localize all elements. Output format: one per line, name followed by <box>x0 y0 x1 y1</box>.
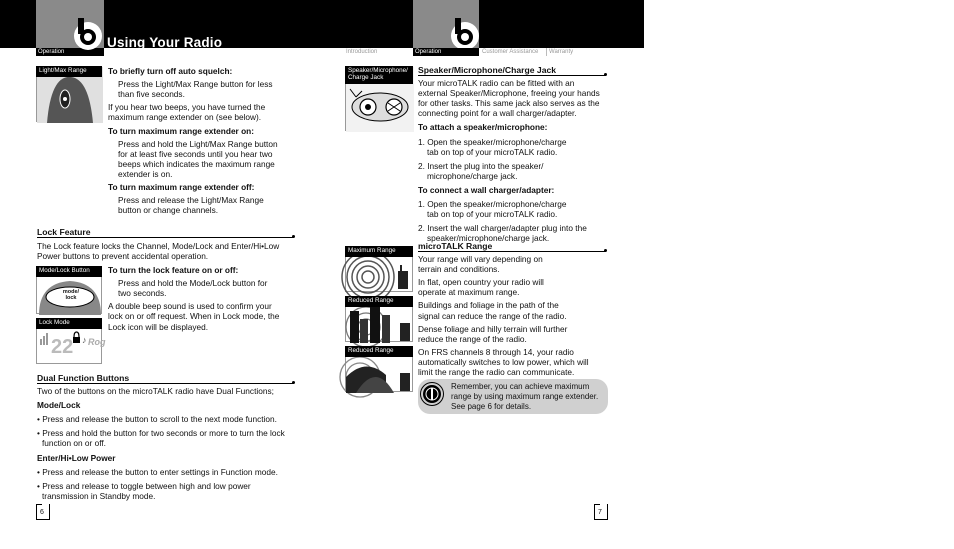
max-range-label: Maximum Range <box>345 246 413 257</box>
antenna-icon <box>423 385 441 403</box>
range-heading: microTALK Range <box>418 241 493 251</box>
light-max-p4: Press and release the Light/Max Range button or change channels. <box>118 195 264 216</box>
svg-text:22: 22 <box>51 336 74 358</box>
range-rule <box>418 251 606 252</box>
lock-text <box>108 265 288 332</box>
light-max-p1: Press the Light/Max Range button for less than five seconds. <box>118 79 273 100</box>
speaker-s4: 2. Insert the wall charger/adapter plug into the speaker/microphone/charge jack. <box>418 223 587 244</box>
lock-p1: Press and hold the Mode/Lock button for two seconds. <box>118 278 268 299</box>
light-max-h2: To turn maximum range extender on: <box>108 125 254 136</box>
speaker-heading: Speaker/Microphone/Charge Jack <box>418 65 557 75</box>
mode-lock-label: Mode/Lock Button <box>36 266 102 277</box>
nav-introduction[interactable]: Introduction <box>346 49 378 55</box>
tip-text: Remember, you can achieve maximum range by using maximum range extender. See page 6 for details. <box>451 382 599 411</box>
speaker-h2: To connect a wall charger/adapter: <box>418 184 555 195</box>
light-max-text <box>108 66 288 215</box>
dual-sub1: Mode/Lock <box>37 400 81 411</box>
lock-heading: Lock Feature <box>37 227 91 237</box>
dual-b3: • Press and release the button to enter settings in Function mode. <box>37 466 278 477</box>
nav-operation: Operation <box>415 49 442 55</box>
nav-customer-assistance[interactable]: Customer Assistance <box>482 49 539 55</box>
charge-jack-label: Speaker/Microphone/ Charge Jack <box>345 66 413 84</box>
dual-b4: • Press and release to toggle between high and low power transmission in Standby mode. <box>37 480 251 501</box>
dual-sub2: Enter/Hi•Low Power <box>37 452 116 463</box>
radio-icon <box>70 14 104 52</box>
svg-text:♪: ♪ <box>82 335 87 345</box>
range-p1: Your range will vary depending on terrain and conditions. <box>418 254 543 275</box>
radio-icon-right <box>447 14 481 52</box>
lock-p2: A double beep sound is used to confirm your lock on or off request. When in Lock mode, the Lock icon will be displayed. <box>108 301 280 332</box>
speaker-s3: 1. Open the speaker/microphone/charge tab on top of your microTALK radio. <box>418 199 567 220</box>
dual-intro: Two of the buttons on the microTALK radio have Dual Functions; <box>37 386 274 396</box>
speaker-h1: To attach a speaker/microphone: <box>418 122 548 133</box>
dual-rule <box>37 383 294 384</box>
reduced-range-label-1: Reduced Range <box>345 296 413 307</box>
dual-heading: Dual Function Buttons <box>37 373 130 383</box>
light-max-p3: Press and hold the Light/Max Range button for at least five seconds until you hear two beeps which indicates the maximum range extender is on. <box>118 138 278 179</box>
right-header-bar <box>320 0 644 48</box>
dual-b1: • Press and release the button to scroll to the next mode function. <box>37 414 277 425</box>
speaker-text <box>418 78 606 244</box>
mode-lock-button-text: mode/ lock <box>62 289 80 302</box>
dual-text <box>37 386 295 501</box>
lock-h1: To turn the lock feature on or off: <box>108 265 239 275</box>
lock-intro: The Lock feature locks the Channel, Mode/Lock and Enter/Hi•Low Power buttons to prevent accidental operation. <box>37 241 280 262</box>
dual-b2: • Press and hold the button for two seconds or more to turn the lock function on or off. <box>37 428 285 449</box>
range-p3: Buildings and foliage in the path of the signal can reduce the range of the radio. <box>418 300 567 321</box>
light-max-label: Light/Max Range <box>36 66 102 77</box>
nav-warranty[interactable]: Warranty <box>546 48 596 56</box>
nav-operation-tab[interactable] <box>413 48 479 56</box>
left-tab-label: Operation <box>38 49 65 55</box>
speaker-s2: 2. Insert the plug into the speaker/ microphone/charge jack. <box>418 160 544 181</box>
page-number-right: 7 <box>594 504 608 520</box>
light-max-h3: To turn maximum range extender off: <box>108 182 255 193</box>
svg-text:Rog: Rog <box>88 337 106 347</box>
reduced-range-label-2: Reduced Range <box>345 346 413 357</box>
light-max-h1: To briefly turn off auto squelch: <box>108 66 233 76</box>
page-number-left: 6 <box>36 504 50 520</box>
speaker-intro: Your microTALK radio can be fitted with an external Speaker/Microphone, freeing your hands for other tasks. This same jack also serves as the connecting point for a wall charger/adapter. <box>418 78 600 119</box>
lock-mode-label: Lock Mode <box>36 318 102 329</box>
speaker-s1: 1. Open the speaker/microphone/charge tab on top of your microTALK radio. <box>418 136 567 157</box>
page-title: Using Your Radio <box>107 35 223 50</box>
range-p2: In flat, open country your radio will operate at maximum range. <box>418 277 544 298</box>
range-p4: Dense foliage and hilly terrain will further reduce the range of the radio. <box>418 323 568 344</box>
lock-rule <box>37 237 294 238</box>
tip-icon <box>421 383 443 405</box>
light-max-p2: If you hear two beeps, you have turned the maximum range extender on (see below). <box>108 102 266 123</box>
speaker-rule <box>418 75 606 76</box>
range-p5: On FRS channels 8 through 14, your radio automatically switches to low power, which will limit the range the radio can communicate. <box>418 346 589 378</box>
range-text <box>418 254 608 377</box>
